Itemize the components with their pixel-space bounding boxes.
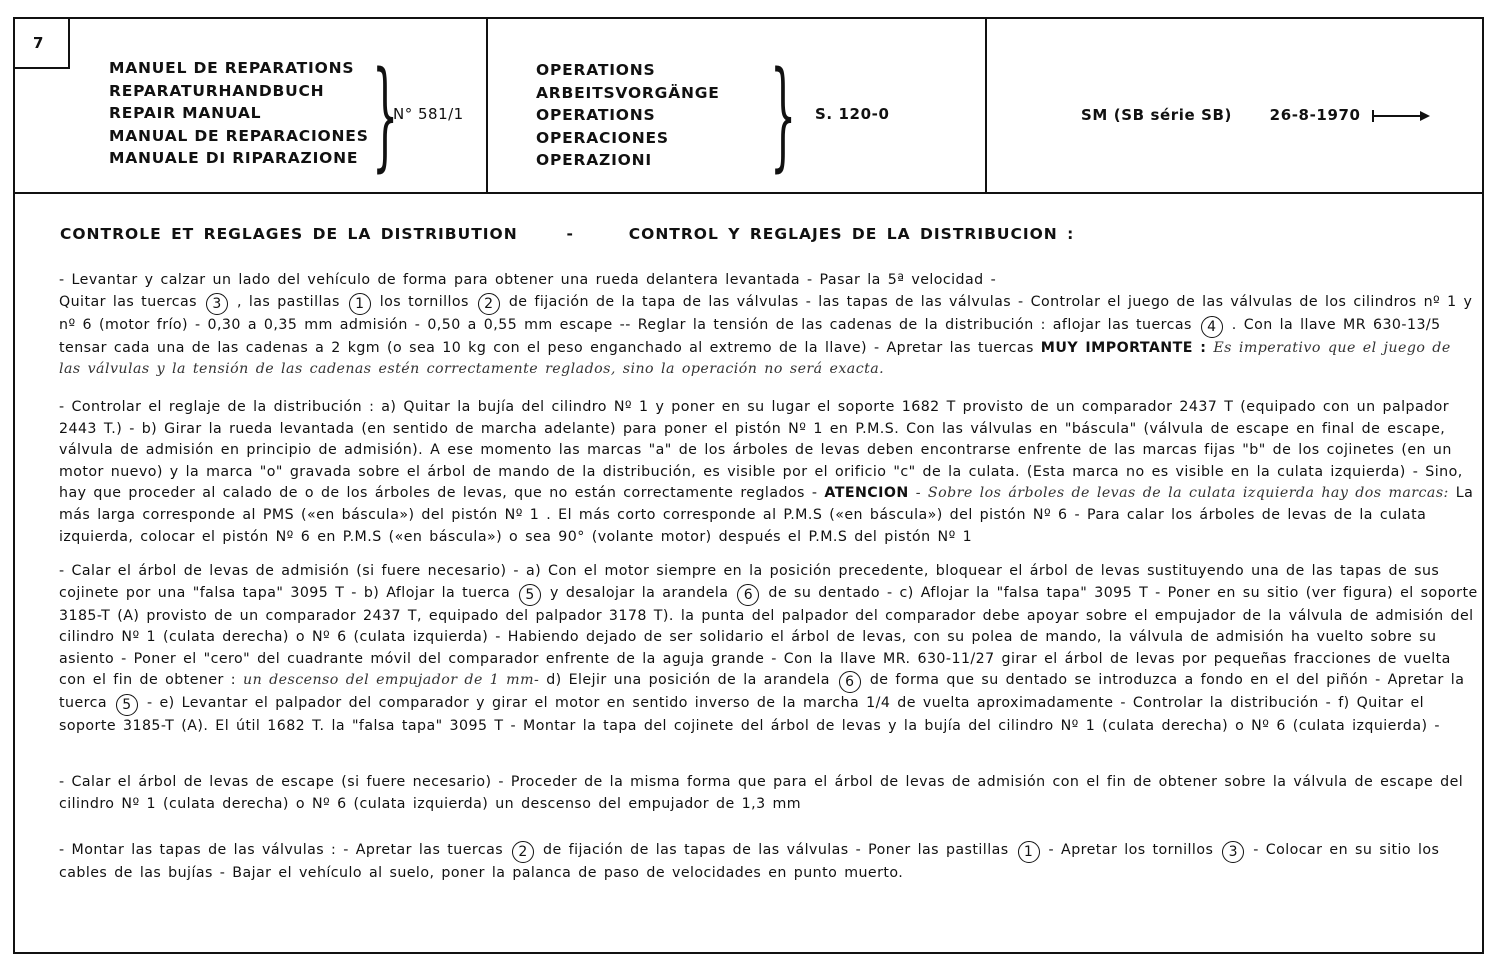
operations-title-es: OPERACIONES (536, 128, 669, 147)
p1-important: MUY IMPORTANTE : (1040, 339, 1207, 356)
callout-5b: 5 (116, 694, 138, 716)
p5-text-2: de fijación de las tapas de las válvulas - Poner las pastillas (543, 842, 1009, 858)
header-divider-2 (985, 19, 987, 192)
manual-title-it: MANUALE DI RIPARAZIONE (109, 149, 359, 167)
operation-number: S. 120-0 (815, 105, 890, 123)
p2-attention: ATENCION (824, 485, 909, 502)
p1-text-3: , las pastillas (236, 293, 340, 310)
manual-titles (109, 57, 369, 170)
callout-1: 1 (349, 293, 371, 315)
operations-title-it: OPERAZIONI (536, 151, 652, 169)
manual-title-en: REPAIR MANUAL (109, 104, 262, 122)
p1-text-2: Quitar las tuercas (59, 293, 198, 310)
callout-6: 6 (737, 584, 759, 606)
p3-text-1: - Calar el árbol de levas de admisión (si fuere necesario) - a) Con el motor siempre en la posición precedente, bloquear el árbol de levas sustituyendo una de las tapas de sus cojinete por una "falsa tapa" 3095 T - b) Aflojar la tuerca (59, 563, 1440, 601)
arrow-right-icon (1372, 110, 1430, 122)
brace-right-2: } (770, 45, 797, 183)
header-divider-1 (486, 19, 488, 192)
manual-title-fr: MANUEL DE REPARATIONS (109, 59, 355, 77)
p3-text-5: de forma que su dentado se introduzca a fondo en el del piñón - Apretar la tuerca (59, 672, 1465, 712)
paragraph-refit (59, 840, 1479, 885)
callout-3b: 3 (1222, 841, 1244, 863)
manual-title-es: MANUAL DE REPARACIONES (109, 126, 369, 145)
operations-titles (536, 59, 720, 172)
model-and-date (1081, 106, 1430, 124)
p1-text-5: de fijación de la tapa de las válvulas - las tapas de las válvulas - Controlar el juego de las válvulas de los cilindros nº 1 y nº 6 (motor frío) - 0,30 a 0,35 mm admisión - 0,50 a 0,55 mm escape -- Reglar la tensión de las cadenas de la distribución : aflojar las tuercas (59, 293, 1473, 333)
p1-text-4: los tornillos (379, 293, 469, 310)
section-title-fr: CONTROLE ET REGLAGES DE LA DISTRIBUTION (60, 225, 518, 243)
p3-text-2: y desalojar la arandela (550, 584, 729, 601)
operations-title-en: OPERATIONS (536, 106, 656, 124)
page-frame (13, 17, 1484, 954)
page-number-box (15, 19, 70, 69)
paragraph-valves (59, 270, 1479, 381)
paragraph-intake-cam (59, 561, 1479, 738)
p3-text-3: de su dentado - c) Aflojar la "falsa tapa" 3095 T - Poner en su sitio (ver figura) el soporte 3185-T (A) provisto de un comparador 2437 T, equipado del palpador 3178 T). la punta del palpador del comparador debe apoyar sobre el empujador de la válvula de admisión del cilindro Nº 1 (culata derecha) o Nº 6 (culata izquierda) - Habiendo dejado de ser solidario el árbol de levas, con su polea de mando, la válvula de admisión ha vuelto sobre su asiento - Poner el "cero" del cuadrante móvil del comparador enfrente de la aguja grande - Con la llave MR. 630-11/27 girar el árbol de levas por pequeñas fracciones de vuelta con el fin de obtener : (59, 584, 1478, 689)
callout-3: 3 (206, 293, 228, 315)
p1-text-1: - Levantar y calzar un lado del vehículo de forma para obtener una rueda delantera levantada - Pasar la 5ª velocidad - (59, 272, 997, 288)
p2-text-1: - Controlar el reglaje de la distribución : a) Quitar la bujía del cilindro Nº 1 y poner en su lugar el soporte 1682 T provisto de un comparador 2437 T (equipado con un palpador 2443 T.) - b) Girar la rueda levantada (en sentido de marcha adelante) para poner el pistón Nº 1 en P.M.S. Con las válvulas en "báscula" (válvula de escape en final de escape, válvula de admisión en principio de admisión). A ese momento las marcas "a" de los árboles de levas deben encontrarse enfrente de las marcas fijas "b" de los cojinetes (en un motor nuevo) y la marca "o" gravada sobre el árbol de mando de la distribución, es visible por el orificio "c" de la culata. (Esta marca no es visible en la culata izquierda) - Sino, hay que proceder al calado de o de los árboles de levas, que no están correctamente reglados - (59, 399, 1463, 502)
model-label: SM (SB série SB) (1081, 106, 1232, 124)
callout-4: 4 (1201, 316, 1223, 338)
manual-title-de: REPARATURHANDBUCH (109, 81, 325, 100)
p5-text-3: - Apretar los tornillos (1048, 842, 1214, 858)
callout-5: 5 (519, 584, 541, 606)
page-number: 7 (33, 34, 44, 52)
header (15, 19, 1482, 194)
date-label: 26-8-1970 (1269, 106, 1361, 124)
operations-title-fr: OPERATIONS (536, 61, 656, 79)
manual-number: N° 581/1 (393, 105, 464, 123)
p3-text-4: d) Elejir una posición de la arandela (546, 672, 830, 689)
p1-italic: Es imperativo que el juego de las válvulas y la tensión de las cadenas estén correctamente reglados, sino la operación no será exacta. (59, 339, 1451, 378)
p3-text-6: - e) Levantar el palpador del comparador y girar el motor en sentido inverso de la marcha 1/4 de vuelta aproximadamente - Controlar la distribución - f) Quitar el soporte 3185-T (A). El útil 1682 T. la "falsa tapa" 3095 T - Montar la tapa del cojinete del árbol de levas y la bujía del cilindro Nº 1 (culata derecha) o Nº 6 (culata izquierda) - (59, 695, 1440, 735)
callout-1b: 1 (1018, 841, 1040, 863)
p5-text-4: - Colocar en su sitio los cables de las bujías - Bajar el vehículo al suelo, poner la palanca de paso de velocidades en punto muerto. (59, 842, 1440, 881)
p1-text-6: . Con la llave MR 630-13/5 tensar cada una de las cadenas a 2 kgm (o sea 10 kg con el peso enganchado al extremo de la llave) - Apretar las tuercas (59, 316, 1441, 356)
p2-text-2: La más larga corresponde al PMS («en báscula») del pistón Nº 1 . El más corto corresponde al P.M.S («en báscula») del pistón Nº 6 - Para calar los árboles de levas de la culata izquierda, colocar el pistón Nº 6 en P.M.S («en báscula») o sea 90° (volante motor) después el P.M.S del pistón Nº 1 (59, 485, 1474, 545)
section-title-es: CONTROL Y REGLAJES DE LA DISTRIBUCION : (628, 225, 1075, 243)
section-title (60, 225, 1074, 243)
paragraph-control (59, 397, 1479, 548)
callout-2: 2 (478, 293, 500, 315)
p4-text-1: - Calar el árbol de levas de escape (si fuere necesario) - Proceder de la misma forma que para el árbol de levas de admisión con el fin de obtener sobre la válvula de escape del cilindro Nº 1 (culata derecha) o Nº 6 (culata izquierda) un descenso del empujador de 1,3 mm (59, 774, 1464, 812)
callout-2b: 2 (512, 841, 534, 863)
section-title-dash: - (566, 225, 574, 243)
brace-right-1: } (372, 45, 399, 183)
p3-italic: un descenso del empujador de 1 mm- (242, 672, 540, 689)
p5-text-1: - Montar las tapas de las válvulas : - Apretar las tuercas (59, 842, 504, 858)
callout-6b: 6 (839, 671, 861, 693)
operations-title-de: ARBEITSVORGÄNGE (536, 83, 720, 102)
p2-italic: - Sobre los árboles de levas de la culata izquierda hay dos marcas: (915, 485, 1449, 502)
paragraph-exhaust-cam (59, 772, 1479, 815)
